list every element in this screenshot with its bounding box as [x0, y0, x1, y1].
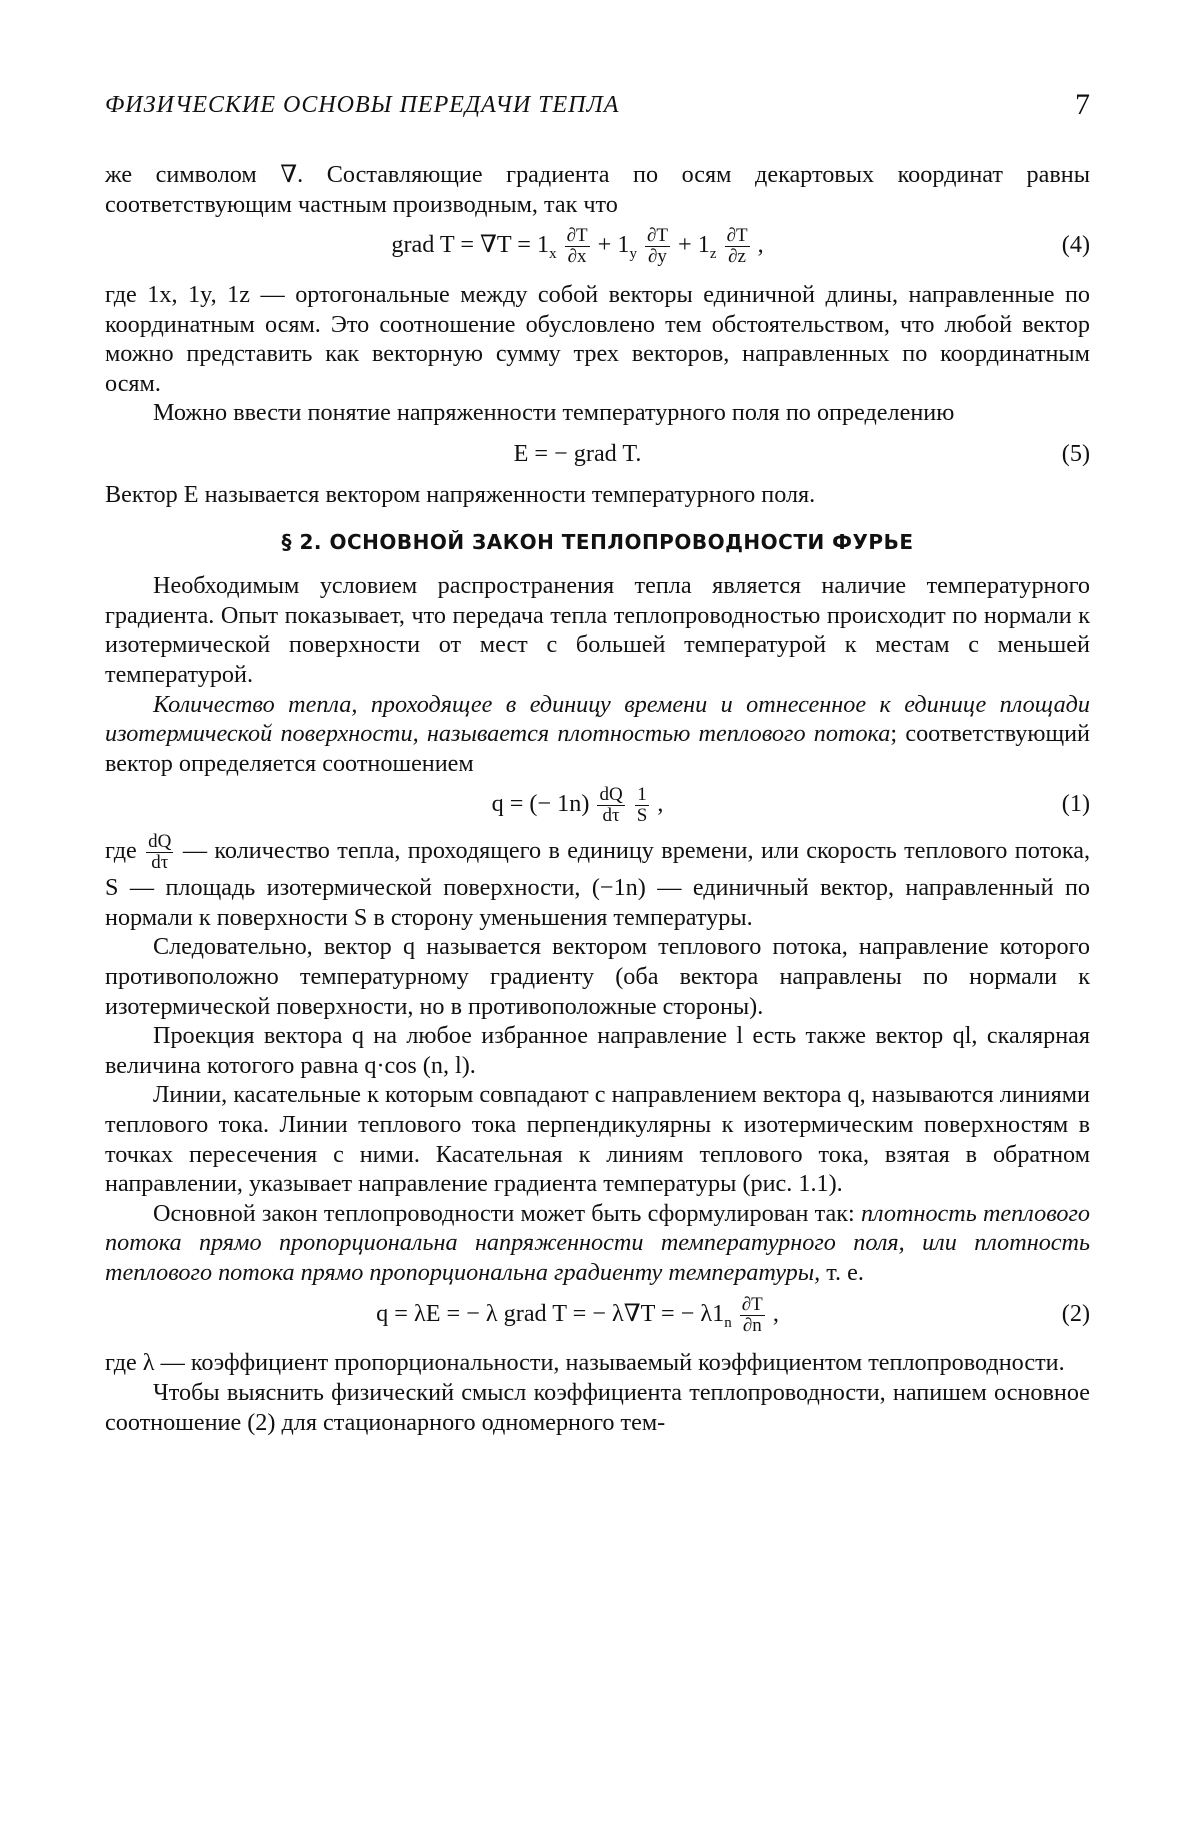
eq1-frac-s: $\frac{1}{S}$: [636, 784, 648, 827]
eq4-number: (4): [1061, 231, 1090, 259]
eq2-frac: $\frac{\partial T}{\partial n}$: [741, 1293, 763, 1336]
paragraph-10: Линии, касательные к которым совпадают с направлением вектора q, называются линиями теплового тока. Линии теплового тока перпендикулярны к изотермическим поверхностям в точках пересечения с ними. Касательная к линиям теплового тока, взятая в обратном направлении, указывает направление градиента температуры (рис. 1.1).: [105, 1081, 1090, 1198]
law-statement-italic: плотность теплового потока прямо пропорциональна напряженности температурного поля, или плотность теплового потока прямо пропорциональна градиенту температуры,: [105, 1199, 1091, 1286]
equation-1: q = (− 1n) $\frac{dQ}{d\tau}$ $\frac{1}{S}$ , (1): [491, 784, 1090, 827]
eq1-lhs: q = (− 1n): [491, 790, 590, 818]
page-header: [105, 88, 1090, 128]
paragraph-9: Проекция вектора q на любое избранное направление l есть также вектор ql, скалярная величина котогого равна q·cos (n, l).: [105, 1022, 1090, 1079]
paragraph-13: Чтобы выяснить физический смысл коэффициента теплопроводности, напишем основное соотношение (2) для стационарного одномерного тем-: [105, 1379, 1090, 1436]
paragraph-6: [105, 690, 1090, 779]
eq4-frac-x: $\frac{\partial T}{\partial x}$: [566, 225, 588, 268]
eq2-number: (2): [1061, 1299, 1090, 1327]
page-number: 7: [1075, 88, 1090, 121]
p7-frac: $\frac{dQ}{d\tau}$: [148, 831, 172, 874]
eq1-number: (1): [1061, 790, 1090, 818]
running-title: ФИЗИЧЕСКИЕ ОСНОВЫ ПЕРЕДАЧИ ТЕПЛА: [105, 92, 620, 118]
paragraph-11: Основной закон теплопроводности может быть сформулирован так: плотность теплового потока прямо пропорциональна напряженности температурного поля, или плотность теплового потока прямо пропорциональна градиенту температуры, т. е.: [105, 1199, 1091, 1286]
eq5-number: (5): [1061, 439, 1090, 467]
eq1-frac-dq: $\frac{dQ}{d\tau}$: [599, 784, 623, 827]
paragraph-3: Можно ввести понятие напряженности температурного поля по определению: [153, 399, 955, 427]
eq2-lhs: q = λE = − λ grad T = − λ∇T = − λ1: [376, 1299, 725, 1327]
eq4-frac-y: $\frac{\partial T}{\partial y}$: [647, 225, 668, 268]
paragraph-1: же символом ∇. Составляющие градиента по осям декартовых координат равны соответствующим частным производным, так что: [105, 161, 1090, 218]
eq5-expr: E = − grad T.: [513, 439, 642, 467]
paragraph-7-rest: — количество тепла, проходящего в единицу времени, или скорость теплового потока, S — площадь изотермической поверхности, (−1n) — единичный вектор, направленный по нормали к поверхности S в сторону уменьшения температуры.: [105, 837, 1090, 931]
paragraph-7: где $\frac{dQ}{d\tau}$ — количество тепла, проходящего в единицу времени, или скорость теплового потока, S — площадь изотермической поверхности, (−1n) — единичный вектор, направленный по нормали к поверхности S в сторону уменьшения температуры.: [105, 831, 1090, 931]
equation-2: q = λE = − λ grad T = − λ∇T = − $\lambda 1_n$ $\frac{\partial T}{\partial n}$ , (2): [376, 1293, 1090, 1336]
eq4-lhs: grad T = ∇T = 1: [391, 231, 550, 259]
equation-5: [105, 434, 1090, 474]
paragraph-8: Следовательно, вектор q называется вектором теплового потока, направление которого противоположно температурному градиенту (оба вектора направлены по нормали к изотермической поверхности, но в противоположные стороны).: [105, 933, 1090, 1020]
section-title: § 2. ОСНОВНОЙ ЗАКОН ТЕПЛОПРОВОДНОСТИ ФУРЬЕ: [281, 529, 914, 554]
paragraph-4: Вектор E называется вектором напряженности температурного поля.: [105, 480, 816, 508]
equation-4: grad $T = \nabla T = 1_x$ $\frac{\partial T}{\partial x}$ + $1_y$ $\frac{\partial T}{\partial y}$ + $1_z$ $\frac{\partial T}{\partial z}$ , (4): [391, 225, 1090, 268]
page-body: [105, 160, 1090, 1437]
paragraph-5: Необходимым условием распространения тепла является наличие температурного градиента. Опыт показывает, что передача тепла теплопроводностью происходит по нормали к изотермической поверхности от мест с большей температурой к местам с меньшей температурой.: [105, 572, 1090, 688]
paragraph-6-rest: ; соответствующий вектор определяется соотношением: [105, 720, 1090, 777]
paragraph-2: где 1x, 1y, 1z — ортогональные между собой векторы единичной длины, направленные по координатным осям. Это соотношение обусловлено тем обстоятельством, что любой вектор можно представить как векторную сумму трех векторов, направленных по координатным осям.: [105, 281, 1090, 397]
definition-italic: Количество тепла, проходящее в единицу времени и отнесенное к единице площади изотермической поверхности, называется плотностью теплового потока: [105, 690, 1090, 748]
paragraph-12: где λ — коэффициент пропорциональности, называемый коэффициентом теплопроводности.: [105, 1349, 1065, 1377]
eq4-frac-z: $\frac{\partial T}{\partial z}$: [726, 225, 748, 268]
